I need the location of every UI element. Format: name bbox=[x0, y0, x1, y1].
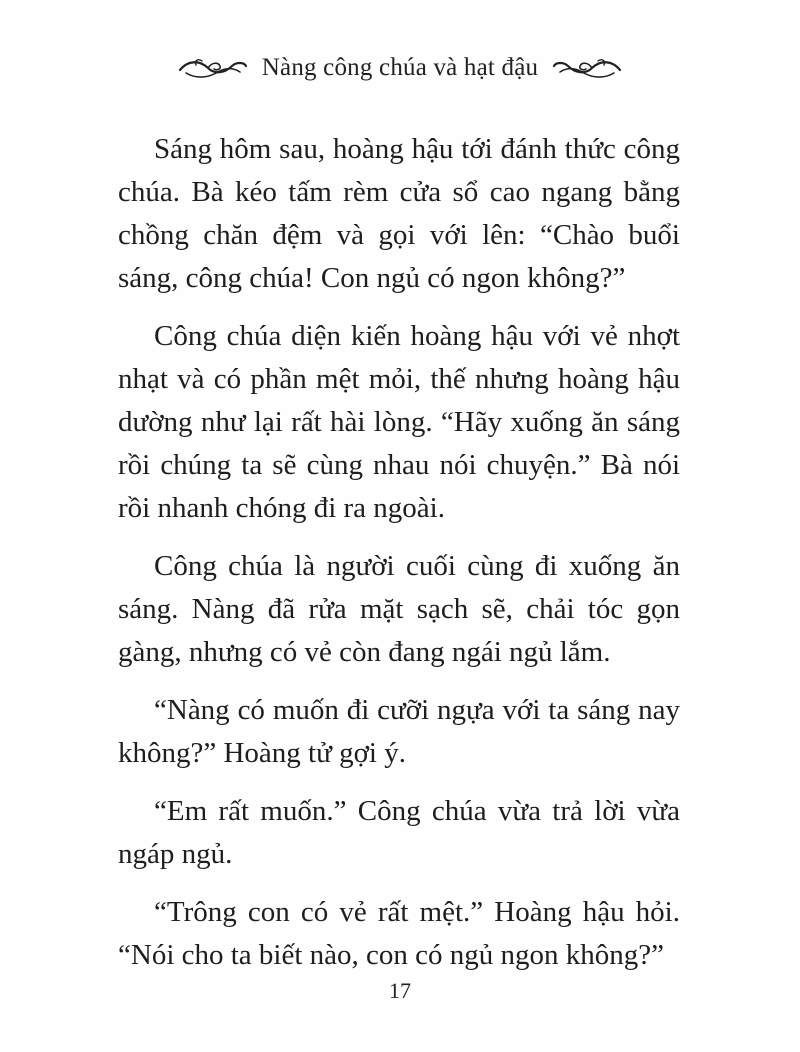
paragraph: Công chúa là người cuối cùng đi xuống ăn sáng. Nàng đã rửa mặt sạch sẽ, chải tóc gọn gàng, nhưng có vẻ còn đang ngái ngủ lắm. bbox=[118, 550, 680, 668]
flourish-ornament-left-icon bbox=[178, 54, 248, 82]
page-number: 17 bbox=[389, 978, 411, 1003]
paragraph: Công chúa diện kiến hoàng hậu với vẻ nhợt nhạt và có phần mệt mỏi, thế nhưng hoàng hậu dường như lại rất hài lòng. “Hãy xuống ăn sáng rồi chúng ta sẽ cùng nhau nói chuyện.” Bà nói rồi nhanh chóng đi ra ngoài. bbox=[118, 320, 680, 524]
body-text bbox=[118, 128, 680, 992]
flourish-ornament-right-icon bbox=[552, 54, 622, 82]
running-header bbox=[0, 46, 800, 90]
paragraph: “Nàng có muốn đi cưỡi ngựa với ta sáng nay không?” Hoàng tử gợi ý. bbox=[118, 694, 680, 769]
paragraph: “Trông con có vẻ rất mệt.” Hoàng hậu hỏi. “Nói cho ta biết nào, con có ngủ ngon không?” bbox=[118, 896, 680, 971]
running-title: Nàng công chúa và hạt đậu bbox=[261, 54, 539, 81]
paragraph: Sáng hôm sau, hoàng hậu tới đánh thức công chúa. Bà kéo tấm rèm cửa sổ cao ngang bằng chồng chăn đệm và gọi với lên: “Chào buổi sáng, công chúa! Con ngủ có ngon không?” bbox=[118, 133, 680, 294]
paragraph: “Em rất muốn.” Công chúa vừa trả lời vừa ngáp ngủ. bbox=[118, 795, 680, 870]
